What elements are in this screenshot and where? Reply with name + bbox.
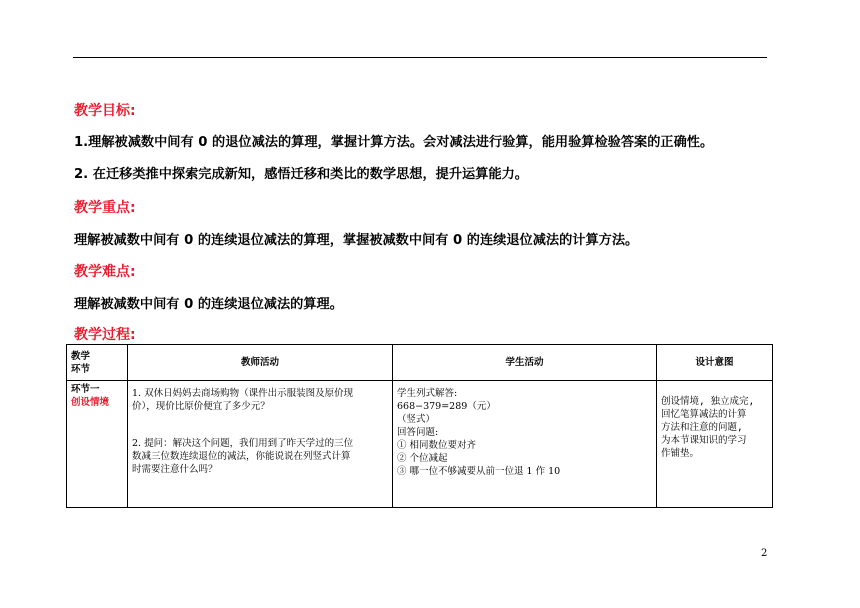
key-points-text: 理解被减数中间有 0 的连续退位减法的算理，掌握被减数中间有 0 的连续退位减法的计算方法。 <box>74 233 639 248</box>
design-column-header: 设计意图 <box>657 345 773 381</box>
design-line: 创设情境, 独立成完, <box>661 396 755 407</box>
process-heading: 教学过程: <box>74 327 136 343</box>
teacher-line: 时需要注意什么吗？ <box>132 464 218 475</box>
student-line: 668−379=289（元） <box>397 401 496 412</box>
stage-column-header <box>67 345 128 381</box>
goal-item-1: 1.理解被减数中间有 0 的退位减法的算理，掌握计算方法。会对减法进行验算，能用验算检验答案的正确性。 <box>74 135 714 150</box>
difficulties-heading: 教学难点: <box>74 264 136 280</box>
student-activity-cell <box>393 381 657 508</box>
stage-cell <box>67 381 128 508</box>
student-line: ② 个位减起 <box>397 453 448 464</box>
page-number: 2 <box>761 548 768 559</box>
teacher-line: 价），现价比原价便宜了多少元？ <box>132 401 270 412</box>
goals-heading: 教学目标: <box>74 103 136 119</box>
teacher-line: 1. 双休日妈妈去商场购物（课件出示服装图及原价现 <box>132 388 354 399</box>
teaching-process-table <box>66 344 773 508</box>
student-column-header: 学生活动 <box>393 345 657 381</box>
key-points-heading: 教学重点: <box>74 200 136 216</box>
stage-title: 创设情境 <box>71 397 110 408</box>
teacher-activity-cell <box>128 381 393 508</box>
design-line: 为本节课知识的学习 <box>661 435 747 446</box>
header-rule <box>73 57 767 58</box>
design-intent-cell <box>657 381 773 508</box>
student-line: 学生列式解答: <box>397 388 458 399</box>
table-header-row <box>67 345 773 381</box>
student-line: 回答问题: <box>397 427 439 438</box>
student-line: ③ 哪一位不够减要从前一位退 1 作 10 <box>397 466 561 477</box>
design-line: 方法和注意的问题, <box>661 422 743 433</box>
goal-item-2: 2. 在迁移类推中探索完成新知，感悟迁移和类比的数学思想，提升运算能力。 <box>74 167 528 182</box>
stage-header-line-1: 教学 <box>71 350 91 362</box>
difficulties-text: 理解被减数中间有 0 的连续退位减法的算理。 <box>74 297 343 312</box>
stage-label: 环节一 <box>71 384 100 395</box>
teacher-line: 2. 提问：解决这个问题，我们用到了昨天学过的三位 <box>132 438 354 449</box>
design-line: 回忆笔算减法的计算 <box>661 409 747 420</box>
student-line: ① 相同数位要对齐 <box>397 440 477 451</box>
stage-header-line-2: 环节 <box>71 363 91 375</box>
design-line: 作铺垫。 <box>661 448 700 459</box>
teacher-line: 数减三位数连续退位的减法，你能说说在列竖式计算 <box>132 451 351 462</box>
teacher-column-header: 教师活动 <box>128 345 393 381</box>
student-line: （竖式） <box>397 414 436 425</box>
table-row <box>67 381 773 508</box>
